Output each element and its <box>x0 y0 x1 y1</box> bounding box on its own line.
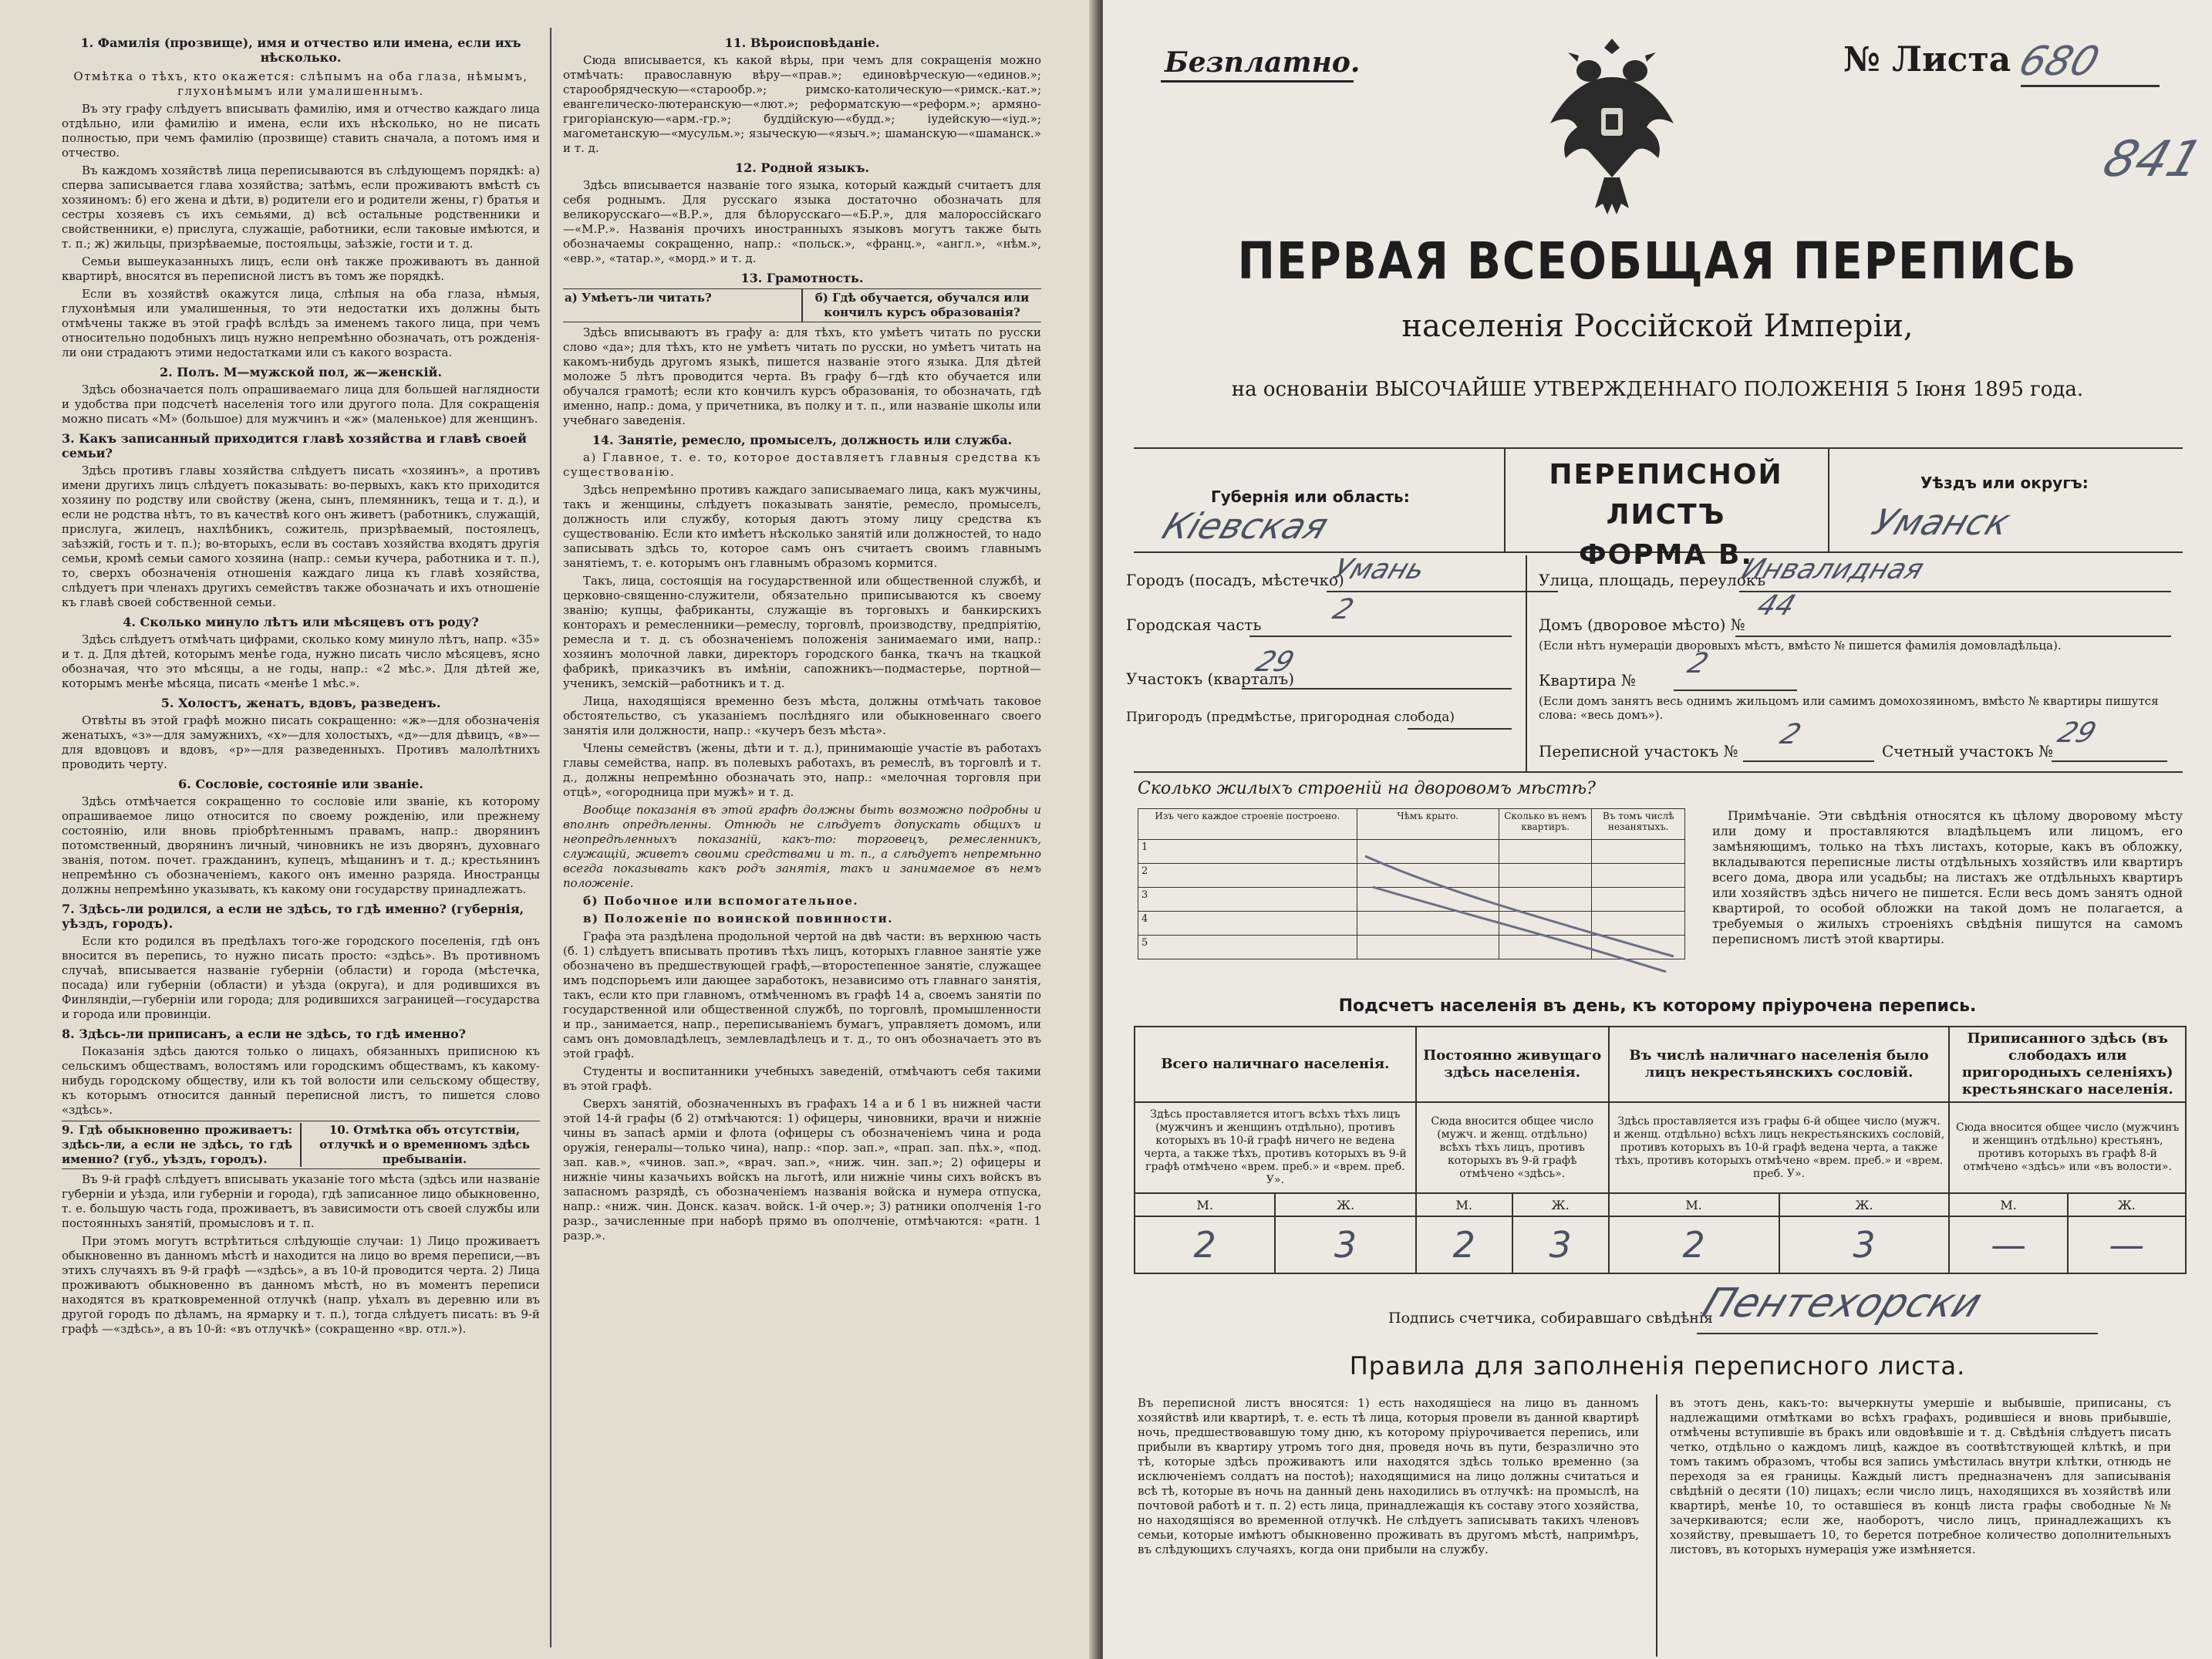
item-14a-heading: а) Главное, т. е. то, которое доставляетъ главныя средства къ существованію. <box>563 450 1041 479</box>
free-underline <box>1161 80 1354 83</box>
left-page <box>0 0 1095 1659</box>
uezd-value[interactable]: Уманск <box>1866 501 2016 543</box>
item-10-heading: 10. Отмѣтка объ отсутствіи, отлучкѣ и о временномъ здѣсь пребываніи. <box>319 1123 530 1166</box>
item-3-heading: 3. Какъ записанный приходится главѣ хозяйства и главѣ своей семьи? <box>62 431 527 460</box>
item-3-paragraph: Здѣсь противъ главы хозяйства слѣдуетъ писать «хозяинъ», а противъ имени другихъ лицъ слѣдуетъ показывать: во-первыхъ, какъ кто приходится хозяину по родству или свойству (жена, сынъ, племянникъ, теща и т. д.), и если не родства нѣтъ, то въ качествѣ кого онъ живетъ (работникъ, служащій, прислуга, жилецъ, нахлѣбникъ, сожитель, призрѣваемый, постоялецъ, заѣзжій, гость и т. п.); во-вторыхъ, если въ составъ хозяйства входятъ другія семьи, кромѣ семьи самого хозяина (напр.: семьи кучера, работника и т. п.), то, сверхъ обозначенія отношенія каждаго лица къ главѣ хозяйства, слѣдуетъ при членахъ другихъ семействъ также обозначать и ихъ отношеніе къ главѣ своей собственной семьи. <box>62 464 540 609</box>
female-label: Ж. <box>1512 1193 1609 1216</box>
count-value[interactable]: 3 <box>1779 1216 1950 1273</box>
house-note: (Если нѣтъ нумераціи дворовыхъ мѣстъ, вмѣсто № пишется фамилія домовладѣльца). <box>1539 639 2062 652</box>
buildings-note: Примѣчаніе. Эти свѣдѣнія относятся къ цѣлому дворовому мѣсту или дому и проставляются владѣльцемъ или лицомъ, его замѣняющимъ, только на тѣхъ листахъ, которые, какъ въ обложку, вкладываются переписные листы отдѣльныхъ хозяйствъ или квартиръ всего дома, двора или усадьбы; на листахъ же отдѣльныхъ квартиръ или хозяйствъ здѣсь ничего не пишется. Если весь домъ занятъ одной квартирой, то особой обложки на такой домъ не полагается, а требуемыя о жилыхъ строеніяхъ свѣдѣнія пишутся на самомъ переписномъ листѣ этой квартиры. <box>1712 808 2183 946</box>
district-value[interactable]: 2 <box>1328 594 1358 625</box>
apartment-underline <box>1674 690 1797 691</box>
bld-row-number: 4 <box>1138 912 1357 936</box>
census-district-value[interactable]: 2 <box>1775 719 1806 750</box>
census-district-label: Переписной участокъ № <box>1539 742 1738 760</box>
form-rule <box>1526 555 1527 771</box>
sheet-number-label: № Листа <box>1843 40 2011 79</box>
rules-divider <box>1656 1394 1657 1657</box>
item-1-paragraph: Въ каждомъ хозяйствѣ лица переписываются въ слѣдующемъ порядкѣ: а) сперва записывается глава хозяйства; затѣмъ, если проживаютъ вмѣстѣ съ хозяиномъ: б) его жена и дѣти, в) родители его и родители жены, г) братья и сестры хозяевъ съ ихъ семьями, д) всѣ остальные родственники и свойственники, е) прислуга, служащіе, работники, если таковые имѣются, и т. п.; ж) жильцы, призрѣваемые, постояльцы, заѣзжіе, гости и т. д. <box>62 164 540 251</box>
town-label: Городъ (посадъ, мѣстечко) <box>1126 571 1344 589</box>
province-label: Губернія или область: <box>1211 487 1410 506</box>
suburb-underline <box>1408 728 1512 730</box>
form-title-line-2: ФОРМА В. <box>1578 539 1754 571</box>
female-label: Ж. <box>2068 1193 2186 1216</box>
town-value[interactable]: Умань <box>1328 554 1430 585</box>
item-14-paragraph: Студенты и воспитанники учебныхъ заведеній, отмѣчаютъ себя такими въ этой графѣ. <box>563 1064 1041 1093</box>
form-rule <box>1134 771 2183 773</box>
rules-title: Правила для заполненія переписного листа. <box>1349 1351 1966 1381</box>
free-label: Безплатно. <box>1165 46 1361 79</box>
bld-row-number: 3 <box>1138 888 1357 912</box>
item-12-heading: 12. Родной языкъ. <box>734 160 870 175</box>
count-description: Здѣсь проставляется итогъ всѣхъ тѣхъ лицъ (мужчинъ и женщинъ отдѣльно), противъ которыхъ въ 10-й графѣ ничего не ведена черта, а также тѣхъ, противъ которыхъ въ 9-й графѣ отмѣчено «врем. преб.» и «врем. преб. У». <box>1135 1102 1416 1193</box>
precinct-underline <box>1242 688 1512 690</box>
item-13a-heading: а) Умѣетъ-ли читать? <box>565 291 712 305</box>
form-rule <box>1828 447 1829 551</box>
item-7-paragraph: Если кто родился въ предѣлахъ того-же городского поселенія, гдѣ онъ вносится въ перепись, то нужно писать просто: «здѣсь». Въ противномъ случаѣ, вписывается названіе губерніи (области) и города (мѣстечка, посада) или губерніи (области) и уѣзда (округа), и для родившихся въ Финляндіи,—губерніи или города; для родившихся заграницей—государства и города или провинціи. <box>62 934 540 1021</box>
bld-row-number: 2 <box>1138 864 1357 888</box>
house-underline <box>1735 636 2171 637</box>
count-description: Сюда вносится общее число (мужчинъ и женщинъ отдѣльно) крестьянъ, противъ которыхъ въ графѣ 8-й отмѣчено «здѣсь» или «въ волости». <box>1949 1102 2186 1193</box>
precinct-label: Участокъ (кварталъ) <box>1126 669 1294 688</box>
item-14-paragraph: Лица, находящіяся временно безъ мѣста, должны отмѣчать таковое обстоятельство, съ указаніемъ послѣдняго или обыкновеннаго своего занятія или должности, напр.: «кучеръ безъ мѣста». <box>563 694 1041 737</box>
count-description: Сюда вносится общее число (мужч. и женщ. отдѣльно) всѣхъ тѣхъ лицъ, противъ которыхъ въ 9-й графѣ отмѣчено «здѣсь». <box>1416 1102 1609 1193</box>
census-title: ПЕРВАЯ ВСЕОБЩАЯ ПЕРЕПИСЬ <box>1237 231 2078 291</box>
apartment-value[interactable]: 2 <box>1683 648 1713 679</box>
counting-district-label: Счетный участокъ № <box>1882 742 2054 760</box>
item-6-paragraph: Здѣсь отмѣчается сокращенно то сословіе или званіе, къ которому опрашиваемое лицо относится по своему рожденію, или прежнему состоянію, или вновь пріобрѣтеннымъ правамъ, напр.: дворянинъ потомственный, дворянинъ личный, чиновникъ не изъ дворянъ, духовнаго званія, потом. почет. гражданинъ, купецъ, мѣщанинъ и т. д.; крестьянинъ непремѣнно съ обозначеніемъ, какого онъ именно разряда. Иностранцы должны непремѣнно указывать, къ какому они государству принадлежатъ. <box>62 794 540 896</box>
bld-header: Сколько въ немъ квартиръ. <box>1499 809 1592 840</box>
item-9-heading: 9. Гдѣ обыкновенно проживаетъ: здѣсь-ли, а если не здѣсь, то гдѣ именно? (губ., уѣздъ, городъ). <box>62 1123 292 1166</box>
item-1-paragraph: Въ эту графу слѣдуетъ вписывать фамилію, имя и отчество каждаго лица отдѣльно, или фамилію и имена, если ихъ нѣсколько, но не писать полностью, при чемъ фамилію (прозвище) ставить сначала, а потомъ имя и отчество. <box>62 102 540 160</box>
female-label: Ж. <box>1779 1193 1950 1216</box>
instructions-column-2 <box>563 31 1041 1246</box>
sheet-number-value: 680 <box>2013 39 2106 85</box>
count-value[interactable]: — <box>1949 1216 2067 1273</box>
item-14-paragraph: Вообще показанія въ этой графѣ должны быть возможно подробны и вполнѣ опредѣленны. Отнюдь не слѣдуетъ допускать общихъ и неопредѣленныхъ показаній, какъ-то: торговецъ, ремесленникъ, служащій, живетъ своими средствами и т. п., а слѣдуетъ непремѣнно всегда показывать какъ родъ занятія, такъ и занимаемое въ немъ положеніе. <box>563 803 1041 890</box>
item-1-paragraph: Семьи вышеуказанныхъ лицъ, если онѣ также проживаютъ въ данной квартирѣ, вносятся въ переписной листъ въ томъ же порядкѣ. <box>62 255 540 283</box>
item-14-paragraph: Такъ, лица, состоящія на государственной или общественной службѣ, и церковно-священно-служители, обязательно приписываются къ своему званію; купцы, фабриканты, служащіе въ торговыхъ и банкирскихъ конторахъ и ремесленники—ремеслу, торговлѣ, производству, предпріятію, ремесла и т. д. съ обозначеніемъ положенія занимаемаго ими, напр.: хозяинъ молочной лавки, директоръ городского банка, ткачъ на ткацкой фабрикѣ, приказчикъ въ имѣніи, сапожникъ—подмастерье, портной—ученикъ, земскій—работникъ и т. д. <box>563 574 1041 690</box>
item-1-blind-note: Отмѣтка о тѣхъ, кто окажется: слѣпымъ на оба глаза, нѣмымъ, глухонѣмымъ или умалишеннымъ. <box>73 69 528 98</box>
form-rule <box>1134 447 2183 449</box>
signature-line <box>1697 1333 2098 1334</box>
enumerator-signature[interactable]: Пентехорски <box>1696 1280 1988 1327</box>
census-district-underline <box>1743 760 1874 762</box>
strike-through-mark <box>1357 841 1681 980</box>
item-9-paragraph: Въ 9-й графѣ слѣдуетъ вписывать указаніе того мѣста (здѣсь или названіе губерніи и уѣзда, или губерніи и города), гдѣ записанное лицо обыкновенно, т. е. большую часть года, проживаетъ, въ зависимости отъ своей службы или постоянныхъ занятій, промысловъ и т. п. <box>62 1172 540 1230</box>
sheet-number-underline <box>2021 85 2160 87</box>
item-14b-heading: б) Побочное или вспомогательное. <box>583 894 859 908</box>
count-value[interactable]: 3 <box>1512 1216 1609 1273</box>
population-count-title: Подсчетъ населенія въ день, къ которому пріурочена перепись. <box>1338 996 1977 1016</box>
female-label: Ж. <box>1275 1193 1415 1216</box>
count-value[interactable]: — <box>2068 1216 2186 1273</box>
signature-label: Подпись счетчика, собиравшаго свѣдѣнія <box>1388 1310 1713 1327</box>
item-5-heading: 5. Холостъ, женатъ, вдовъ, разведенъ. <box>160 696 441 710</box>
item-4-paragraph: Здѣсь слѣдуетъ отмѣчать цифрами, сколько кому минуло лѣтъ, напр. «35» и т. д. Для дѣтей, которымъ менѣе года, нужно писать число мѣсяцевъ, ясно обозначая, что это мѣсяцы, а не годы, напр.: «2 мѣс.». Для дѣтей же, которымъ менѣе мѣсяца, писать «менѣе 1 мѣс.». <box>62 632 540 690</box>
house-value[interactable]: 44 <box>1752 590 1800 622</box>
item-14-heading: 14. Занятіе, ремесло, промыселъ, должность или служба. <box>592 433 1013 447</box>
item-13-paragraph: Здѣсь вписываютъ въ графу а: для тѣхъ, кто умѣетъ читать по русски слово «да»; для тѣхъ, кто не умѣетъ читать по русски, но умѣетъ читать на какомъ-нибудь другомъ языкѣ, пишется названіе этого языка. Для дѣтей моложе 5 лѣтъ проводится черта. Въ графу б—гдѣ кто обучается или обучался грамотѣ; если кто кончилъ курсъ образованія, то обозначать, гдѣ именно, напр.: дома, у причетника, въ полку и т. п., или названіе школы или учебнаго заведенія. <box>563 325 1041 427</box>
form-title-line-1: ПЕРЕПИСНОЙ ЛИСТЪ <box>1549 459 1783 531</box>
item-12-paragraph: Здѣсь вписывается названіе того языка, который каждый считаетъ для себя роднымъ. Для русскаго языка достаточно обозначать для великорусскаго—«В.Р.», для бѣлорусскаго—«Б.Р.», для малороссійскаго—«М.Р.». Названія прочихъ иностранныхъ языковъ могутъ также быть обозначаемы сокращенно, напр.: «польск.», «франц.», «англ.», «нѣм.», «евр.», «татар.», «морд.» и т. д. <box>563 178 1041 265</box>
bld-header: Чѣмъ крыто. <box>1357 809 1499 840</box>
counting-district-underline <box>2052 760 2167 762</box>
count-value[interactable]: 2 <box>1135 1216 1275 1273</box>
bld-header: Въ томъ числѣ незанятыхъ. <box>1592 809 1685 840</box>
count-header: Приписанного здѣсь (въ слободахъ или пригородныхъ селеніяхъ) крестьянскаго населенія. <box>1949 1027 2186 1102</box>
item-1-heading: 1. Фамилія (прозвище), имя и отчество или имена, если ихъ нѣсколько. <box>80 35 521 65</box>
house-label: Домъ (дворовое мѣсто) № <box>1539 615 1745 634</box>
instructions-column-1 <box>62 31 540 1340</box>
street-underline <box>1739 591 2171 592</box>
item-2-heading: 2. Полъ. М—мужской пол, ж—женскій. <box>160 365 442 379</box>
population-count-table <box>1134 1026 2187 1274</box>
item-13-heading: 13. Грамотность. <box>740 271 864 285</box>
item-11-paragraph: Сюда вписывается, къ какой вѣры, при чемъ для сокращенія можно отмѣчать: православную вѣру—«прав.»; единовѣрческую—«единов.»; старообрядческую—«старообр.»; римско-католическую—«римск.-кат.»; евангелическо-лютеранскую—«лют.»; реформатскую—«реформ.»; армяно-григоріанскую—«арм.-гр.»; буддійскую—«будд.»; іудейскую—«іуд.»; магометанскую—«мусульм.»; языческую—«языч.»; шаманскую—«шаманск.» и т. д. <box>563 53 1041 155</box>
province-value[interactable]: Кіевская <box>1157 505 1334 547</box>
male-label: М. <box>1135 1193 1275 1216</box>
counting-district-value[interactable]: 29 <box>2053 717 2101 749</box>
column-divider <box>550 28 551 1647</box>
item-6-heading: 6. Сословіе, состояніе или званіе. <box>178 777 423 791</box>
sheet-number-handwritten: 841 <box>2096 131 2210 188</box>
count-header: Всего наличнаго населенія. <box>1135 1027 1416 1102</box>
suburb-label: Пригородъ (предмѣстье, пригородная слобода) <box>1126 710 1455 725</box>
item-5-paragraph: Отвѣты въ этой графѣ можно писать сокращенно: «ж»—для обозначенія женатыхъ, «з»—для замужнихъ, «х»—для холостыхъ, «д»—для дѣвицъ, «в»—для вдовцовъ и вдовъ, «р»—для разведенныхъ. Противъ малолѣтнихъ проводить черту. <box>62 713 540 771</box>
apartment-label: Квартира № <box>1539 671 1636 690</box>
item-11-heading: 11. Вѣроисповѣданіе. <box>724 35 880 50</box>
apartment-note: (Если домъ занятъ весь однимъ жильцомъ или самимъ домохозяиномъ, вмѣсто № квартиры пишутся слова: «весь домъ»). <box>1539 694 2159 722</box>
item-14-paragraph: Сверхъ занятій, обозначенныхъ въ графахъ 14 а и б 1 въ нижней части этой 14-й графы (б 2) отмѣчаются: 1) офицеры, чиновники, врачи и нижніе чины въ запасѣ арміи и флота (офицеры съ обозначеніемъ чина и рода оружія, генералы—только чина), напр.: «пор. зап.», «прап. зап. пѣх.», «под. зап. кав.», «чинов. зап.», «врач. зап.», «ниж. чин. зап.»; 2) офицеры и нижніе чины казачьихъ войскъ на льготѣ, или нижніе чины сихъ войскъ въ запасномъ разрядѣ, съ обозначеніемъ названія войска и нумера отпуска, напр.: «ниж. чин. Донск. казач. войск. 1-й очер.»; 3) ратники ополченія 1-го разр., зачисленные при наборѣ прямо въ ополченіе, отмѣчаются: «ратн. 1 разр.». <box>563 1097 1041 1243</box>
rules-column-1: Въ переписной листъ вносятся: 1) есть находящіеся на лицо въ данномъ хозяйствѣ или квартирѣ, т. е. есть тѣ лица, которыя провели въ данной квартирѣ ночь, предшествовавшую тому дню, къ которому пріурочивается перепись, или прибыли въ квартиру утромъ того дня, проведя ночь въ пути, безразлично это тѣ, которые здѣсь проживаютъ или находятся здѣсь только временно (за исключеніемъ солдатъ на постоѣ); находящимися на лицо должны считаться и всѣ тѣ, которые въ ночь на данный день находились въ отлучкѣ: на промыслѣ, на почтовой работѣ и т. п. 2) есть лица, принадлежащія къ составу этого хозяйства, но находящіяся во временной отлучкѣ. Не слѣдуетъ записывать такихъ членовъ семьи, которые имѣютъ обыкновенно проживать въ другомъ мѣстѣ, напримѣръ, въ слѣдующихъ случаяхъ, когда они прибыли на службу. <box>1138 1396 1639 1556</box>
bld-row-number: 1 <box>1138 840 1357 864</box>
town-underline <box>1327 591 1558 592</box>
street-value[interactable]: Инвалидная <box>1737 554 1928 585</box>
census-legal-basis: на основаніи ВЫСОЧАЙШЕ УТВЕРЖДЕННАГО ПОЛОЖЕНІЯ 5 Іюня 1895 года. <box>1231 378 2084 401</box>
item-13b-heading: б) Гдѣ обучается, обучался или кончилъ курсъ образованія? <box>814 291 1030 319</box>
right-page <box>1103 0 2212 1659</box>
item-1-paragraph: Если въ хозяйствѣ окажутся лица, слѣпыя на оба глаза, нѣмыя, глухонѣмыя или умалишенныя, то эти недостатки ихъ должны быть отмѣчены также въ этой графѣ вслѣдъ за именемъ такого лица, при чемъ относительно подобныхъ лицъ нужно непремѣнно обозначать, отъ рожденія-ли они страдаютъ этими недостатками или съ какого возраста. <box>62 287 540 359</box>
male-label: М. <box>1949 1193 2067 1216</box>
count-header: Въ числѣ наличнаго населенія было лицъ некрестьянскихъ сословій. <box>1609 1027 1950 1102</box>
item-4-heading: 4. Сколько минуло лѣтъ или мѣсяцевъ отъ роду? <box>123 615 479 629</box>
buildings-question: Сколько жилыхъ строеній на дворовомъ мѣстѣ? <box>1138 779 1596 798</box>
count-value[interactable]: 2 <box>1416 1216 1512 1273</box>
count-value[interactable]: 3 <box>1275 1216 1415 1273</box>
item-14c-heading: в) Положеніе по воинской повинности. <box>583 912 893 926</box>
item-2-paragraph: Здѣсь обозначается полъ опрашиваемаго лица для большей наглядности и удобства при подсчетѣ населенія того или другого пола. Для сокращенія можно писать «М» (большое) для мужчинъ и «ж» (маленькое) для женщинъ. <box>62 383 540 426</box>
count-value[interactable]: 2 <box>1609 1216 1779 1273</box>
double-headed-eagle-icon <box>1535 23 1689 231</box>
bld-row-number: 5 <box>1138 936 1357 959</box>
district-label: Городская часть <box>1126 615 1262 634</box>
item-7-heading: 7. Здѣсь-ли родился, а если не здѣсь, то гдѣ именно? (губернія, уѣздъ, городъ). <box>62 902 524 931</box>
male-label: М. <box>1609 1193 1779 1216</box>
bld-header: Изъ чего каждое строеніе построено. <box>1138 809 1357 840</box>
district-underline <box>1249 636 1512 637</box>
count-description: Здѣсь проставляется изъ графы 6-й общее число (мужч. и женщ. отдѣльно) всѣхъ лицъ некрестьянскихъ сословій, противъ которыхъ въ 10-й графѣ ведена черта, а также тѣхъ, противъ которыхъ отмѣчено «врем. преб.» и «врем. преб. У». <box>1609 1102 1950 1193</box>
item-14-paragraph: Здѣсь непремѣнно противъ каждаго записываемаго лица, какъ мужчины, такъ и женщины, слѣдуетъ показывать занятіе, ремесло, промыселъ, должность или службу, которыя даютъ этому лицу средства къ существованію. Если кто имѣетъ нѣсколько занятій или должностей, то надо записывать здѣсь то, которое самъ онъ считаетъ своимъ главнымъ занятіемъ, т. е. которымъ онъ главнымъ образомъ кормится. <box>563 483 1041 570</box>
item-9-paragraph: При этомъ могутъ встрѣтиться слѣдующіе случаи: 1) Лицо проживаетъ обыкновенно въ данномъ мѣстѣ и находится на лицо во время переписи,—въ этихъ случаяхъ въ 9-й графѣ —«здѣсь», а въ 10-й проводится черта. 2) Лица проживаютъ обыкновенно въ данномъ мѣстѣ, но въ моментъ переписи находятся въ кратковременной отлучкѣ (напр. уѣхалъ въ деревню или въ другой городъ по дѣламъ, на ярмарку и т. п.), тогда слѣдуетъ писать: въ 9-й графѣ —«здѣсь», а въ 10-й: «въ отлучкѣ» (сокращенно «вр. отл.»). <box>62 1234 540 1336</box>
item-14-paragraph: Графа эта раздѣлена продольной чертой на двѣ части: въ верхнюю часть (б. 1) слѣдуетъ вписывать противъ тѣхъ лицъ, которыхъ главное занятіе уже обозначено въ предшествующей графѣ,—второстепенное занятіе, служащее имъ подспорьемъ или дающее заработокъ, независимо отъ главнаго занятія, такъ, если кто при главномъ, отмѣченномъ въ графѣ 14 а, своемъ занятіи по государственной или общественной службѣ, по торговлѣ, промышленности и пр., занимается, напр., переписываніемъ бумагъ, управляетъ домомъ, или самъ онъ домовладѣлецъ, землевладѣлецъ и т. д., то онъ обозначаетъ это въ этой графѣ. <box>563 929 1041 1060</box>
street-label: Улица, площадь, переулокъ <box>1539 571 1766 589</box>
item-8-heading: 8. Здѣсь-ли приписанъ, а если не здѣсь, то гдѣ именно? <box>62 1027 467 1041</box>
item-8-paragraph: Показанія здѣсь даются только о лицахъ, обязанныхъ приписною къ сельскимъ обществамъ, волостямъ или городскимъ обществамъ, къ какому-нибудь городскому обществу, или къ той волости или сельскому обществу, къ которымъ относится данный переписной листъ, то пишется слово «здѣсь». <box>62 1044 540 1117</box>
census-subtitle: населенія Россійской Имперіи, <box>1401 309 1914 344</box>
rules-column-2: въ этотъ день, какъ-то: вычеркнуты умершіе и выбывшіе, приписаны, съ надлежащими отмѣтками во всѣхъ графахъ, родившіеся и вновь прибывшіе, отмѣчены вступившіе въ бракъ или овдовѣвшіе и т. д. Свѣдѣнія слѣдуетъ писать четко, отдѣльно о каждомъ лицѣ, каждое въ соотвѣтствующей клѣткѣ, и при томъ такимъ образомъ, чтобы вся запись умѣстилась внутри клѣтки, отнюдь не переходя за ея границы. Каждый листъ предназначенъ для записыванія свѣдѣній о десяти (10) лицахъ; если число лицъ, находящихся въ хозяйствѣ или квартирѣ, менѣе 10, то оставшіеся въ концѣ листа графы свободные №№ зачеркиваются; если же, наоборотъ, число лицъ, принадлежащихъ къ хозяйству, превышаетъ 10, то берется потребное количество дополнительныхъ листовъ, въ которыхъ нумерація уже измѣняется. <box>1670 1396 2171 1556</box>
male-label: М. <box>1416 1193 1512 1216</box>
count-header: Постоянно живущаго здѣсь населенія. <box>1416 1027 1609 1102</box>
precinct-value[interactable]: 29 <box>1251 646 1299 678</box>
item-14-paragraph: Члены семействъ (жены, дѣти и т. д.), принимающіе участіе въ работахъ главы семейства, напр. въ полевыхъ работахъ, въ ремеслѣ, въ торговлѣ и т. д., должны непремѣнно обозначать это, напр.: «мелочная торговля при отцѣ», «огородница при мужѣ» и т. д. <box>563 741 1041 799</box>
uezd-label: Уѣздъ или округъ: <box>1920 474 2089 492</box>
